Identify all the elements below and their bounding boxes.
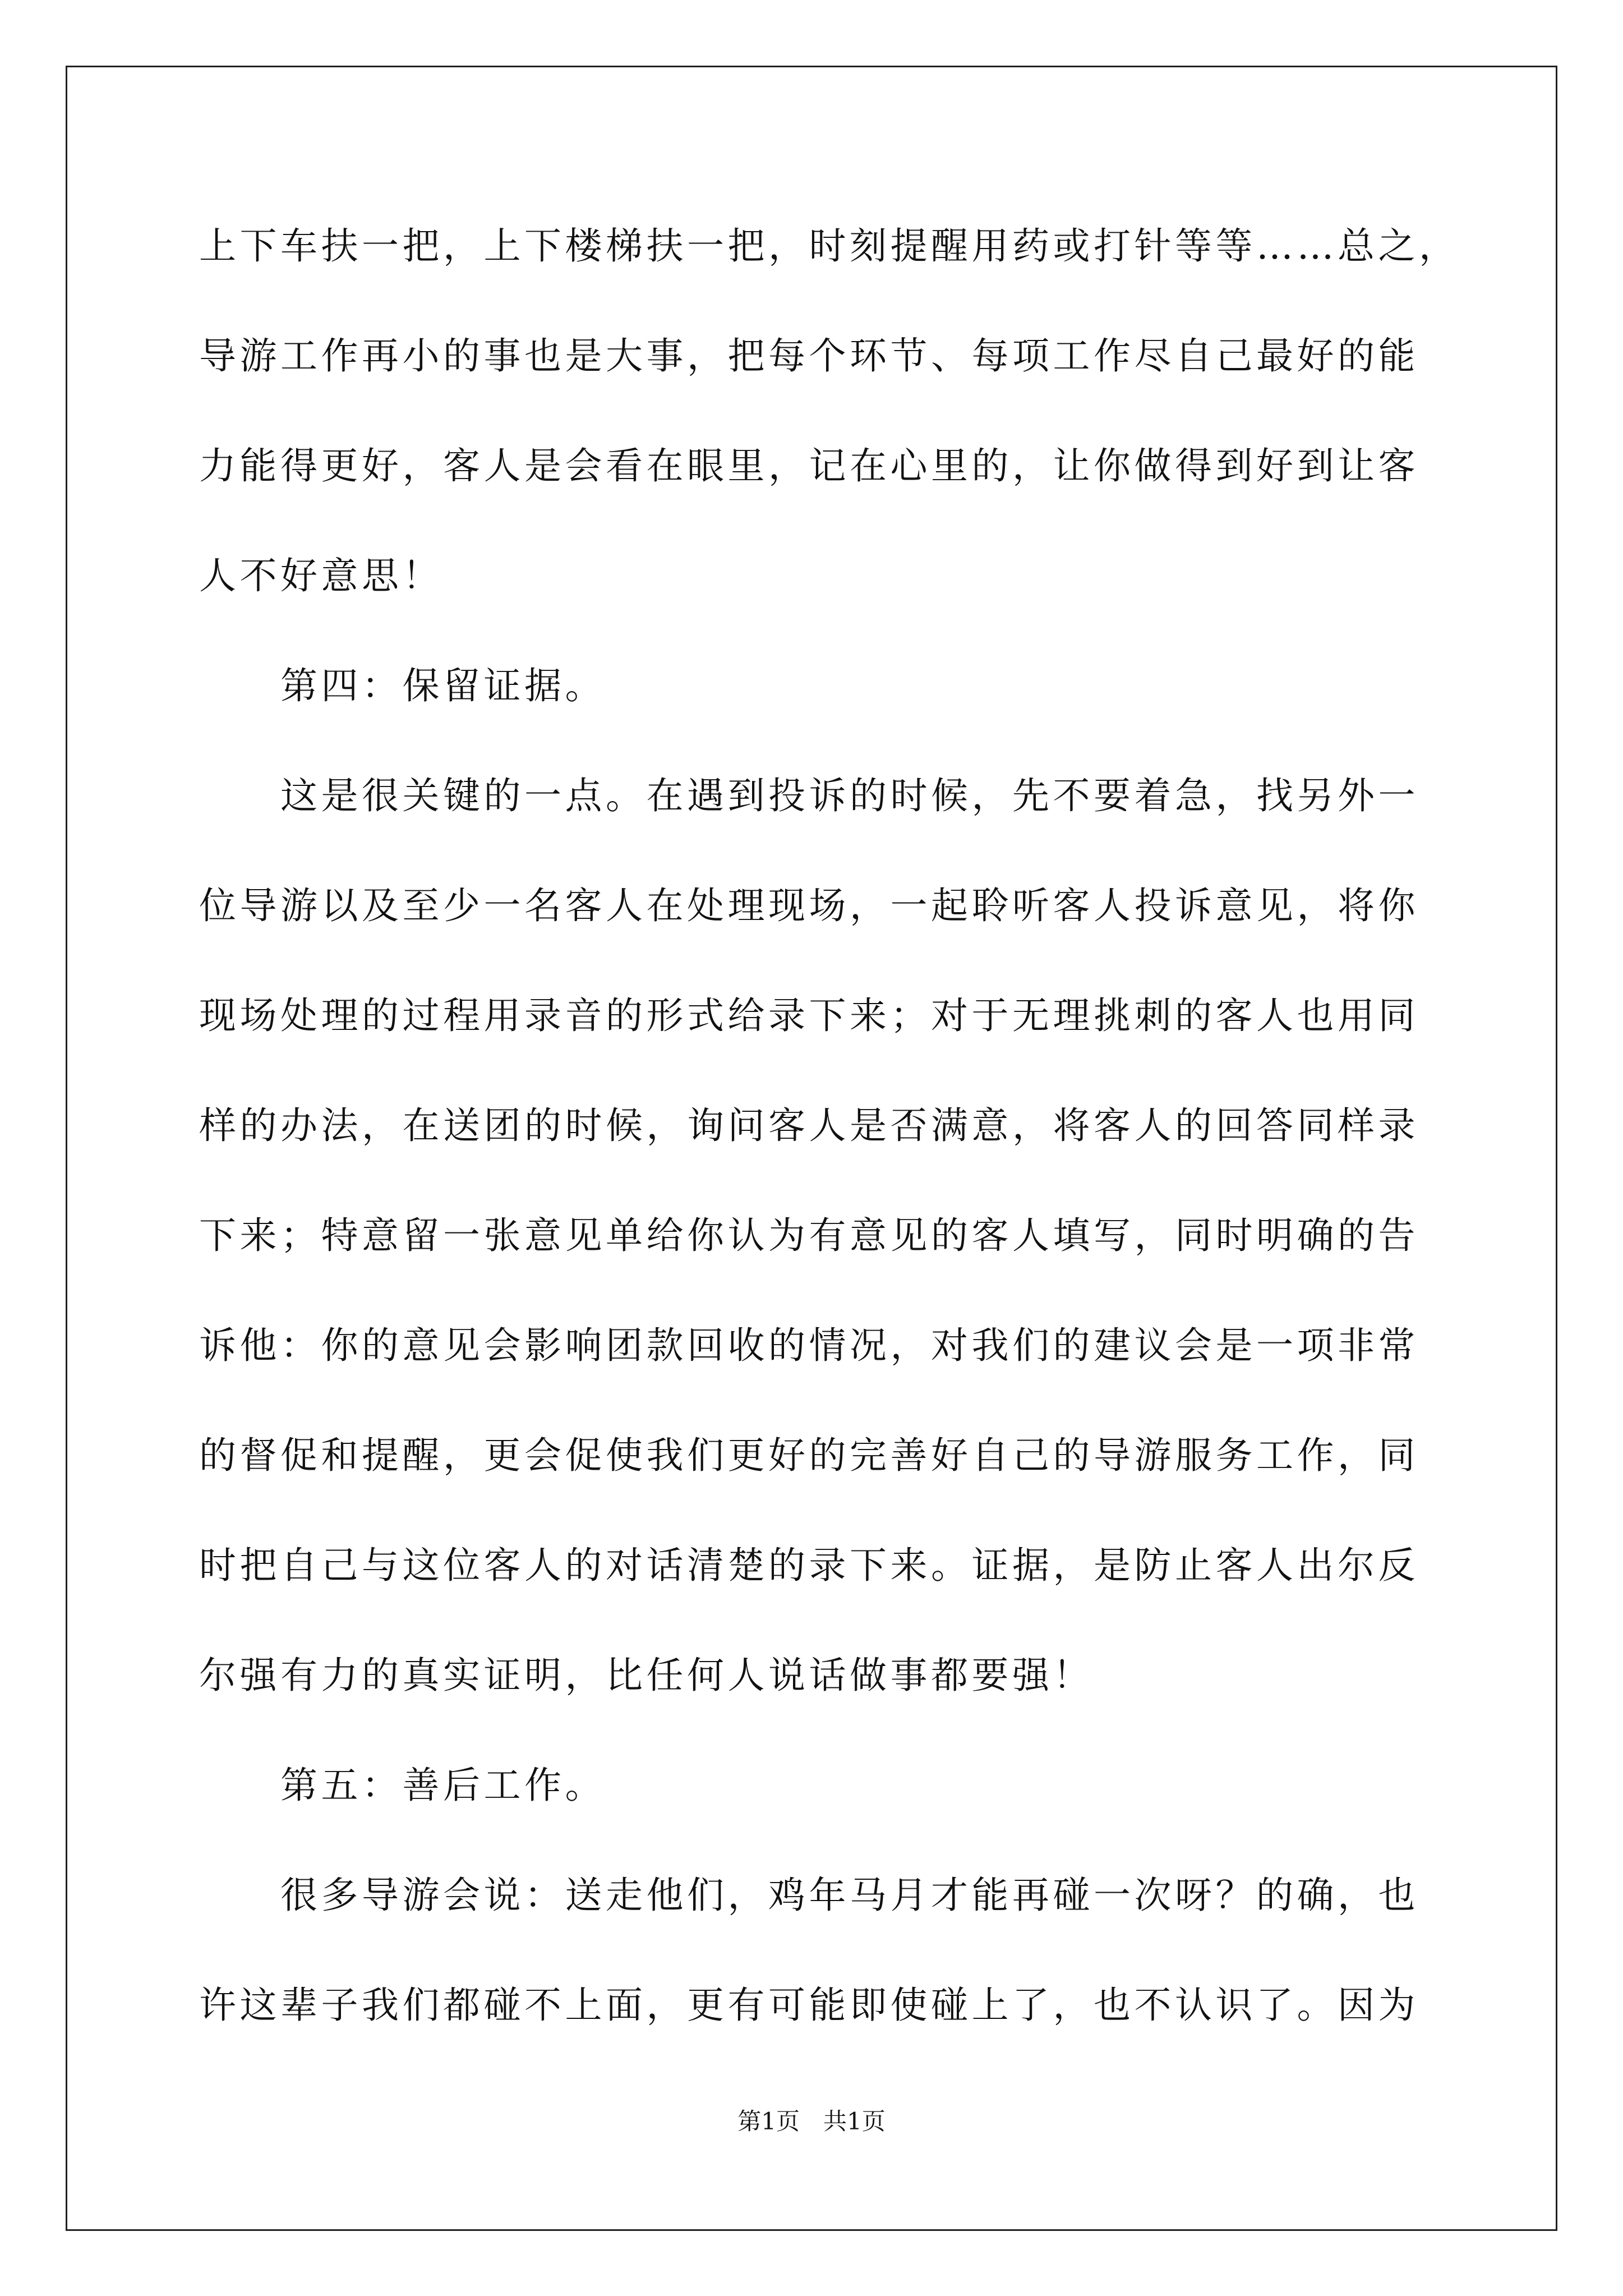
text-line: 时把自己与这位客人的对话清楚的录下来。证据，是防止客人出尔反: [199, 1544, 1419, 1587]
page-number-footer: 第1页 共1页: [737, 2108, 886, 2135]
text-line: 上下车扶一把，上下楼梯扶一把，时刻提醒用药或打针等等……总之，: [199, 224, 1460, 268]
text-line: 尔强有力的真实证明，比任何人说话做事都要强！: [199, 1654, 1094, 1697]
text-line: 样的办法，在送团的时候，询问客人是否满意，将客人的回答同样录: [199, 1104, 1419, 1147]
text-line: 很多导游会说：送走他们，鸡年马月才能再碰一次呀？的确，也: [199, 1874, 1419, 1917]
section-heading: 第五：善后工作。: [199, 1764, 606, 1807]
text-line: 人不好意思！: [199, 554, 443, 597]
text-line: 位导游以及至少一名客人在处理现场，一起聆听客人投诉意见，将你: [199, 884, 1419, 927]
text-line: 这是很关键的一点。在遇到投诉的时候，先不要着急，找另外一: [199, 774, 1419, 817]
text-line: 诉他：你的意见会影响团款回收的情况，对我们的建议会是一项非常: [199, 1324, 1419, 1367]
text-line: 现场处理的过程用录音的形式给录下来；对于无理挑刺的客人也用同: [199, 994, 1419, 1037]
text-line: 许这辈子我们都碰不上面，更有可能即使碰上了，也不认识了。因为: [199, 1984, 1419, 2027]
section-heading: 第四：保留证据。: [199, 664, 606, 707]
text-line: 的督促和提醒，更会促使我们更好的完善好自己的导游服务工作，同: [199, 1434, 1419, 1477]
text-line: 导游工作再小的事也是大事，把每个环节、每项工作尽自己最好的能: [199, 334, 1419, 378]
text-line: 力能得更好，客人是会看在眼里，记在心里的，让你做得到好到让客: [199, 444, 1419, 487]
text-line: 下来；特意留一张意见单给你认为有意见的客人填写，同时明确的告: [199, 1214, 1419, 1257]
